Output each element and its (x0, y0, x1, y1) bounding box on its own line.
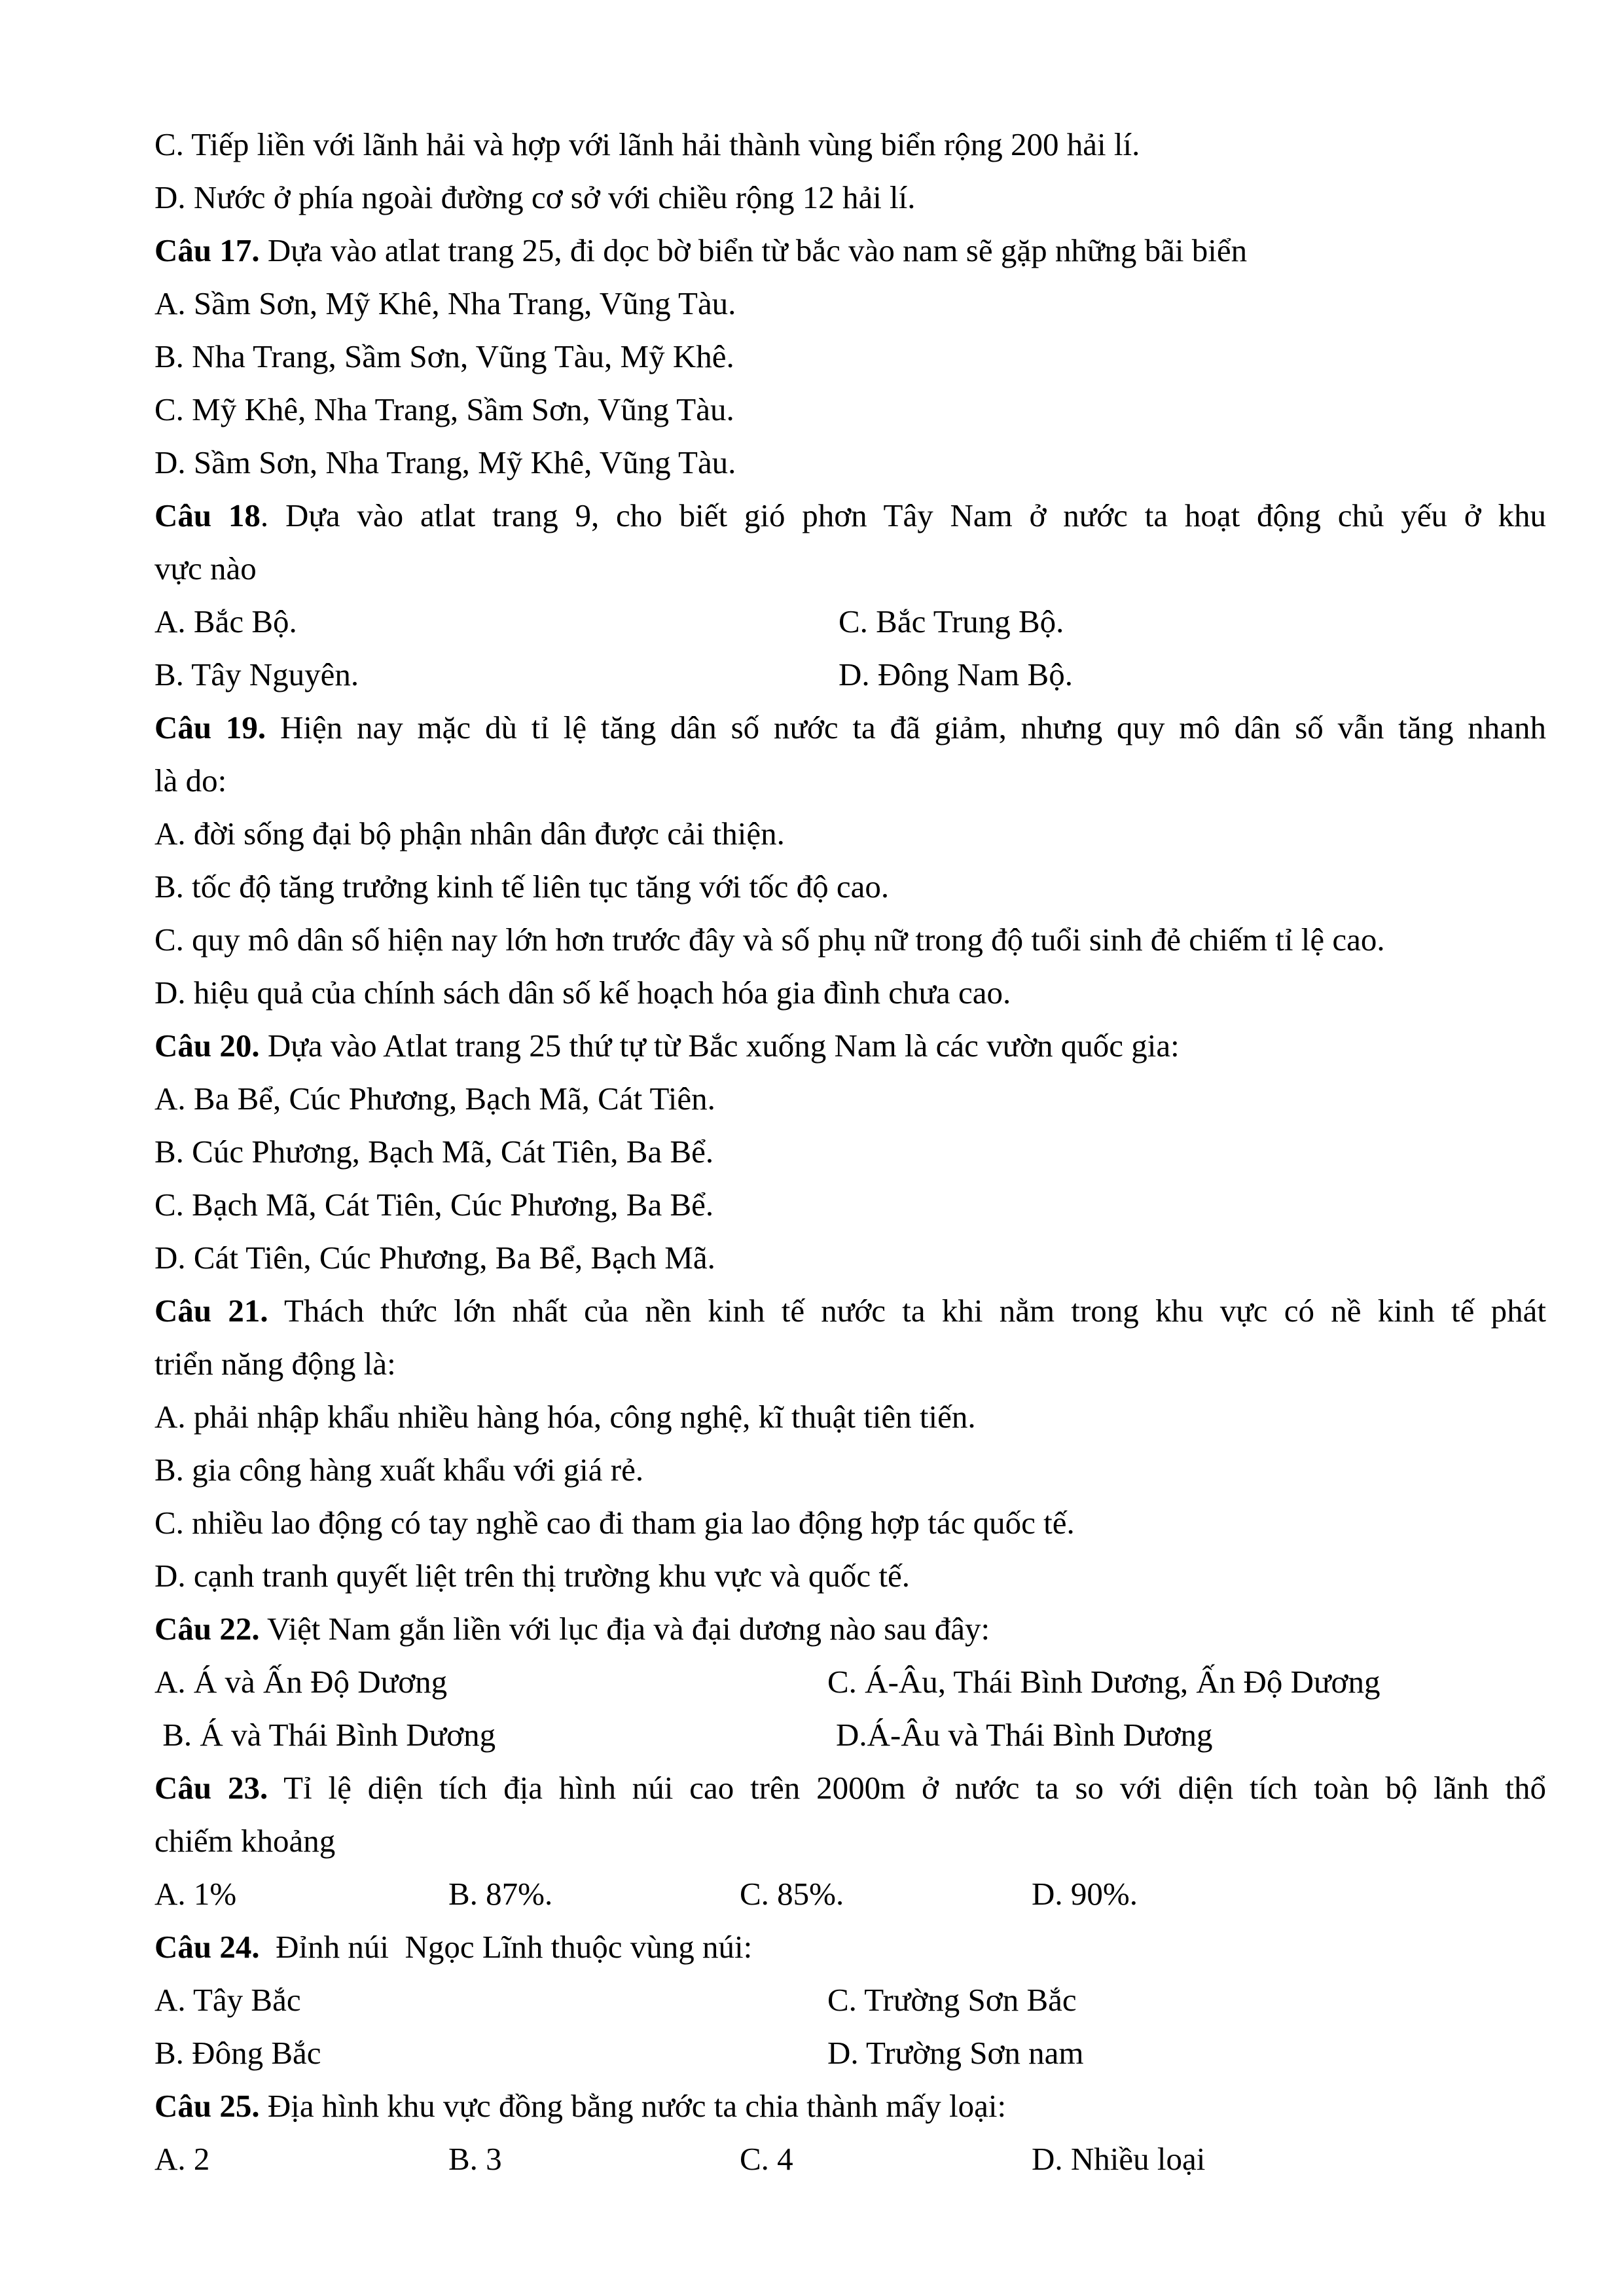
q21-option-c: C. nhiều lao động có tay nghề cao đi tham gia lao động hợp tác quốc tế. (154, 1505, 1075, 1541)
q21-option-b: B. gia công hàng xuất khẩu với giá rẻ. (154, 1452, 644, 1488)
q25-options-row (154, 2132, 1546, 2185)
q22-label: Câu 22. (154, 1611, 260, 1647)
q24-text: Đỉnh núi Ngọc Lĩnh thuộc vùng núi: (259, 1929, 753, 1965)
q20-option-c: C. Bạch Mã, Cát Tiên, Cúc Phương, Ba Bể. (154, 1187, 714, 1223)
q23-option-a: A. 1% (154, 1876, 237, 1912)
q20-label: Câu 20. (154, 1028, 260, 1064)
q20-option-d: D. Cát Tiên, Cúc Phương, Ba Bể, Bạch Mã. (154, 1240, 715, 1276)
q17-text: Dựa vào atlat trang 25, đi dọc bờ biển từ bắc vào nam sẽ gặp những bãi biển (259, 232, 1248, 268)
q25-option-d: D. Nhiều loại (1032, 2141, 1206, 2177)
q22-option-a: A. Á và Ấn Độ Dương (154, 1664, 448, 1700)
q21-text1: Thách thức lớn nhất của nền kinh tế nước ta khi nằm trong khu vực có nề kinh tế phát (268, 1293, 1546, 1329)
q23-label: Câu 23. (154, 1770, 268, 1806)
q24-stem (154, 1920, 1546, 1973)
q20-option-b: B. Cúc Phương, Bạch Mã, Cát Tiên, Ba Bể. (154, 1134, 714, 1170)
q23-text1: Tỉ lệ diện tích địa hình núi cao trên 2000m ở nước ta so với diện tích toàn bộ lãnh thổ (268, 1770, 1546, 1806)
q24-option-b: B. Đông Bắc (154, 2035, 321, 2071)
question-list (154, 118, 1546, 2185)
q18-option-d: D. Đông Nam Bộ. (839, 656, 1073, 692)
q25-option-a: A. 2 (154, 2141, 210, 2177)
q21-option-d: D. cạnh tranh quyết liệt trên thị trường khu vực và quốc tế. (154, 1558, 910, 1594)
q19-label: Câu 19. (154, 709, 266, 745)
q18-option-c: C. Bắc Trung Bộ. (839, 603, 1064, 639)
q23-option-c: C. 85%. (740, 1876, 844, 1912)
q25-option-b: B. 3 (448, 2141, 502, 2177)
q24-option-a: A. Tây Bắc (154, 1982, 301, 2018)
q25-label: Câu 25. (154, 2088, 260, 2124)
q16-option-c: C. Tiếp liền với lãnh hải và hợp với lãnh hải thành vùng biển rộng 200 hải lí. (154, 126, 1140, 162)
q17-option-d: D. Sầm Sơn, Nha Trang, Mỹ Khê, Vũng Tàu. (154, 444, 736, 480)
q24-options-row1 (154, 1973, 1546, 2026)
q22-options-row1 (154, 1655, 1546, 1708)
q22-option-d: D.Á-Âu và Thái Bình Dương (836, 1717, 1213, 1753)
q19-option-c: C. quy mô dân số hiện nay lớn hơn trước đây và số phụ nữ trong độ tuổi sinh đẻ chiếm tỉ lệ cao. (154, 922, 1385, 958)
q17-option-a: A. Sầm Sơn, Mỹ Khê, Nha Trang, Vũng Tàu. (154, 285, 736, 321)
q21-label: Câu 21. (154, 1293, 268, 1329)
q20-option-a: A. Ba Bể, Cúc Phương, Bạch Mã, Cát Tiên. (154, 1081, 715, 1117)
q25-stem (154, 2079, 1546, 2132)
q19-stem-line2: là do: (154, 762, 227, 798)
q23-stem-line2: chiếm khoảng (154, 1823, 336, 1859)
q18-label: Câu 18 (154, 497, 261, 533)
q17-stem (154, 224, 1546, 277)
q18-options-row2 (154, 648, 1546, 701)
q22-option-c: C. Á-Âu, Thái Bình Dương, Ấn Độ Dương (827, 1664, 1380, 1700)
q16-option-d: D. Nước ở phía ngoài đường cơ sở với chiều rộng 12 hải lí. (154, 179, 916, 215)
q17-label: Câu 17. (154, 232, 260, 268)
q21-option-a: A. phải nhập khẩu nhiều hàng hóa, công nghệ, kĩ thuật tiên tiến. (154, 1399, 976, 1435)
q22-options-row2 (154, 1708, 1546, 1761)
q25-option-c: C. 4 (740, 2141, 793, 2177)
q24-option-c: C. Trường Sơn Bắc (827, 1982, 1077, 2018)
q23-option-d: D. 90%. (1032, 1876, 1138, 1912)
q20-stem (154, 1019, 1546, 1072)
q18-text1: . Dựa vào atlat trang 9, cho biết gió phơn Tây Nam ở nước ta hoạt động chủ yếu ở khu (260, 497, 1547, 533)
q18-options-row1 (154, 595, 1546, 648)
q25-text: Địa hình khu vực đồng bằng nước ta chia thành mấy loại: (259, 2088, 1007, 2124)
q19-text1: Hiện nay mặc dù tỉ lệ tăng dân số nước ta đã giảm, nhưng quy mô dân số vẫn tăng nhanh (266, 709, 1547, 745)
q19-option-b: B. tốc độ tăng trưởng kinh tế liên tục tăng với tốc độ cao. (154, 869, 890, 905)
q21-stem-line2: triển năng động là: (154, 1346, 396, 1382)
q19-option-d: D. hiệu quả của chính sách dân số kế hoạch hóa gia đình chưa cao. (154, 975, 1011, 1011)
q18-option-b: B. Tây Nguyên. (154, 656, 359, 692)
q23-option-b: B. 87%. (448, 1876, 553, 1912)
q22-stem (154, 1602, 1546, 1655)
q18-option-a: A. Bắc Bộ. (154, 603, 297, 639)
q20-text: Dựa vào Atlat trang 25 thứ tự từ Bắc xuống Nam là các vườn quốc gia: (259, 1028, 1180, 1064)
q19-stem-line1 (154, 701, 1546, 754)
q24-label: Câu 24. (154, 1929, 260, 1965)
q24-options-row2 (154, 2026, 1546, 2079)
q23-stem-line1 (154, 1761, 1546, 1814)
q22-text: Việt Nam gắn liền với lục địa và đại dương nào sau đây: (259, 1611, 990, 1647)
q21-stem-line1 (154, 1284, 1546, 1337)
q17-option-c: C. Mỹ Khê, Nha Trang, Sầm Sơn, Vũng Tàu. (154, 391, 734, 427)
q23-options-row (154, 1867, 1546, 1920)
q18-stem-line2: vực nào (154, 550, 257, 586)
q17-option-b: B. Nha Trang, Sầm Sơn, Vũng Tàu, Mỹ Khê. (154, 338, 734, 374)
q24-option-d: D. Trường Sơn nam (827, 2035, 1084, 2071)
q22-option-b: B. Á và Thái Bình Dương (154, 1717, 496, 1753)
q19-option-a: A. đời sống đại bộ phận nhân dân được cải thiện. (154, 816, 785, 852)
q18-stem-line1 (154, 489, 1546, 542)
